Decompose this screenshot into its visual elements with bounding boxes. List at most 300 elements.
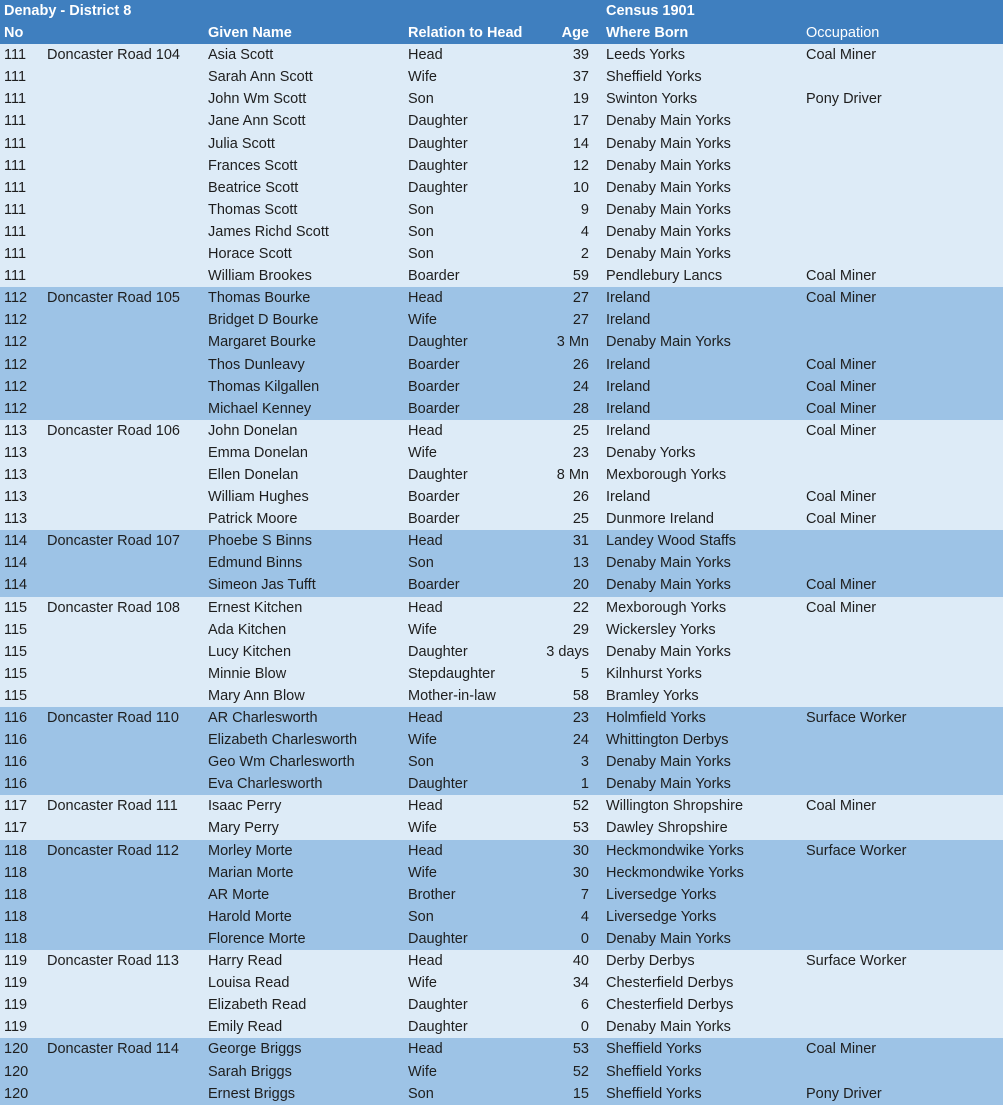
cell-relation: Daughter — [408, 334, 468, 351]
cell-age: 52 — [572, 798, 589, 815]
cell-where-born: Kilnhurst Yorks — [606, 665, 702, 682]
cell-age: 5 — [580, 665, 589, 682]
cell-given-name: John Wm Scott — [208, 91, 307, 108]
cell-where-born: Whittington Derbys — [606, 732, 729, 749]
cell-given-name: Elizabeth Read — [208, 997, 307, 1014]
cell-relation: Head — [408, 422, 443, 439]
cell-given-name: Harry Read — [208, 953, 283, 970]
cell-where-born: Denaby Main Yorks — [606, 577, 731, 594]
district-title: Denaby - District 8 — [4, 3, 132, 19]
cell-given-name: Ada Kitchen — [208, 621, 287, 638]
cell-age: 7 — [580, 886, 589, 903]
cell-age: 34 — [572, 975, 589, 992]
cell-relation: Head — [408, 798, 443, 815]
cell-given-name: James Richd Scott — [208, 223, 329, 240]
cell-age: 59 — [572, 268, 589, 285]
table-row — [0, 133, 1003, 155]
table-row — [0, 464, 1003, 486]
cell-age: 29 — [572, 621, 589, 638]
cell-age: 23 — [572, 710, 589, 726]
cell-age: 3 Mn — [556, 334, 589, 351]
table-row — [0, 221, 1003, 243]
cell-given-name: William Hughes — [208, 489, 309, 506]
cell-occupation: Coal Miner — [806, 400, 877, 417]
cell-no: 116 — [4, 776, 28, 793]
cell-relation: Daughter — [408, 135, 468, 152]
cell-given-name: Ernest Kitchen — [208, 599, 303, 616]
cell-no: 113 — [4, 466, 28, 483]
cell-no: 115 — [4, 665, 28, 682]
table-row — [0, 530, 1003, 552]
cell-relation: Daughter — [408, 776, 468, 793]
table-row — [0, 597, 1003, 619]
cell-given-name: Ellen Donelan — [208, 466, 299, 483]
table-row — [0, 1061, 1003, 1083]
cell-occupation: Coal Miner — [806, 290, 877, 307]
cell-age: 0 — [580, 930, 589, 947]
table-row — [0, 44, 1003, 66]
cell-age: 25 — [572, 422, 589, 439]
cell-age: 30 — [572, 864, 589, 881]
cell-age: 24 — [572, 732, 589, 749]
cell-no: 111 — [4, 69, 27, 86]
cell-no: 116 — [4, 732, 28, 749]
header-no: No — [4, 25, 24, 42]
cell-relation: Wife — [408, 864, 437, 881]
table-row — [0, 729, 1003, 751]
cell-where-born: Denaby Main Yorks — [606, 555, 731, 572]
cell-where-born: Holmfield Yorks — [606, 710, 706, 726]
cell-where-born: Ireland — [606, 400, 651, 417]
cell-relation: Daughter — [408, 113, 468, 130]
header-relation: Relation to Head — [408, 25, 523, 42]
cell-where-born: Sheffield Yorks — [606, 1041, 702, 1058]
cell-occupation: Surface Worker — [806, 710, 907, 726]
cell-given-name: Simeon Jas Tufft — [208, 577, 316, 594]
cell-given-name: Michael Kenney — [208, 400, 312, 417]
cell-address: Doncaster Road 112 — [47, 842, 179, 859]
cell-no: 114 — [4, 533, 28, 550]
cell-relation: Boarder — [408, 577, 460, 594]
cell-where-born: Dawley Shropshire — [606, 820, 728, 837]
table-row — [0, 309, 1003, 331]
cell-given-name: Emma Donelan — [208, 444, 308, 461]
cell-where-born: Chesterfield Derbys — [606, 997, 734, 1014]
table-row — [0, 376, 1003, 398]
cell-given-name: Harold Morte — [208, 908, 292, 925]
cell-relation: Daughter — [408, 157, 468, 174]
cell-given-name: Marian Morte — [208, 864, 294, 881]
cell-given-name: Thomas Kilgallen — [208, 378, 320, 395]
cell-age: 26 — [572, 489, 589, 506]
cell-relation: Son — [408, 91, 434, 108]
cell-no: 114 — [4, 577, 28, 594]
cell-given-name: Isaac Perry — [208, 798, 282, 815]
cell-where-born: Denaby Main Yorks — [606, 754, 731, 771]
cell-age: 3 days — [546, 643, 589, 660]
cell-age: 23 — [572, 444, 589, 461]
table-row — [0, 751, 1003, 773]
cell-no: 120 — [4, 1063, 29, 1080]
cell-given-name: Elizabeth Charlesworth — [208, 732, 358, 749]
cell-where-born: Landey Wood Staffs — [606, 533, 737, 550]
cell-where-born: Denaby Main Yorks — [606, 246, 731, 263]
cell-occupation: Coal Miner — [806, 47, 877, 64]
table-row — [0, 243, 1003, 265]
cell-where-born: Willington Shropshire — [606, 798, 744, 815]
cell-where-born: Denaby Main Yorks — [606, 334, 731, 351]
cell-address: Doncaster Road 113 — [47, 953, 179, 970]
cell-relation: Son — [408, 908, 434, 925]
cell-no: 115 — [4, 643, 28, 660]
cell-where-born: Derby Derbys — [606, 953, 695, 970]
cell-no: 114 — [4, 555, 28, 572]
cell-no: 112 — [4, 378, 28, 395]
cell-occupation: Coal Miner — [806, 422, 877, 439]
cell-no: 118 — [4, 842, 28, 859]
column-header-row — [0, 22, 1003, 44]
header-given-name: Given Name — [208, 25, 292, 42]
header-occupation: Occupation — [806, 25, 880, 42]
cell-age: 26 — [572, 356, 589, 373]
cell-no: 112 — [4, 312, 28, 329]
cell-no: 113 — [4, 511, 28, 528]
cell-given-name: Thos Dunleavy — [208, 356, 305, 373]
cell-where-born: Liversedge Yorks — [606, 908, 717, 925]
cell-no: 112 — [4, 334, 28, 351]
cell-where-born: Swinton Yorks — [606, 91, 698, 108]
cell-relation: Daughter — [408, 643, 468, 660]
cell-where-born: Denaby Main Yorks — [606, 223, 731, 240]
cell-no: 118 — [4, 864, 28, 881]
cell-where-born: Denaby Yorks — [606, 444, 696, 461]
title-row — [0, 0, 1003, 22]
cell-relation: Boarder — [408, 268, 460, 285]
cell-relation: Mother-in-law — [408, 687, 496, 704]
cell-where-born: Ireland — [606, 422, 651, 439]
cell-relation: Wife — [408, 312, 437, 329]
cell-given-name: Edmund Binns — [208, 555, 303, 572]
cell-age: 24 — [572, 378, 589, 395]
cell-relation: Wife — [408, 732, 437, 749]
cell-relation: Wife — [408, 69, 437, 86]
cell-occupation: Coal Miner — [806, 378, 877, 395]
cell-age: 20 — [572, 577, 589, 594]
cell-no: 111 — [4, 179, 27, 196]
cell-given-name: Emily Read — [208, 1019, 283, 1036]
cell-relation: Daughter — [408, 930, 468, 947]
cell-age: 31 — [572, 533, 589, 550]
table-row — [0, 862, 1003, 884]
cell-no: 118 — [4, 886, 28, 903]
table-row — [0, 574, 1003, 596]
cell-where-born: Liversedge Yorks — [606, 886, 717, 903]
cell-no: 111 — [4, 47, 27, 64]
cell-no: 116 — [4, 754, 28, 771]
table-row — [0, 155, 1003, 177]
cell-relation: Boarder — [408, 378, 460, 395]
cell-age: 39 — [572, 47, 589, 64]
cell-occupation: Coal Miner — [806, 798, 877, 815]
cell-age: 27 — [572, 290, 589, 307]
cell-given-name: AR Morte — [208, 886, 270, 903]
cell-no: 120 — [4, 1041, 29, 1058]
table-row — [0, 66, 1003, 88]
cell-relation: Head — [408, 599, 443, 616]
cell-address: Doncaster Road 106 — [47, 422, 180, 439]
cell-given-name: William Brookes — [208, 268, 312, 285]
cell-where-born: Ireland — [606, 290, 651, 307]
table-row — [0, 663, 1003, 685]
table-row — [0, 552, 1003, 574]
cell-relation: Boarder — [408, 489, 460, 506]
cell-no: 112 — [4, 400, 28, 417]
cell-relation: Head — [408, 290, 443, 307]
cell-age: 58 — [572, 687, 589, 704]
cell-age: 22 — [572, 599, 589, 616]
cell-occupation: Coal Miner — [806, 489, 877, 506]
cell-age: 2 — [580, 246, 589, 263]
cell-age: 53 — [572, 1041, 589, 1058]
table-row — [0, 420, 1003, 442]
cell-occupation: Pony Driver — [806, 91, 882, 108]
cell-given-name: Thomas Bourke — [208, 290, 311, 307]
table-row — [0, 508, 1003, 530]
cell-no: 111 — [4, 91, 27, 108]
cell-where-born: Denaby Main Yorks — [606, 179, 731, 196]
cell-relation: Son — [408, 555, 434, 572]
cell-where-born: Denaby Main Yorks — [606, 113, 731, 130]
cell-given-name: Asia Scott — [208, 47, 274, 64]
cell-no: 118 — [4, 930, 28, 947]
cell-no: 113 — [4, 422, 28, 439]
cell-where-born: Mexborough Yorks — [606, 599, 727, 616]
table-row — [0, 486, 1003, 508]
cell-given-name: AR Charlesworth — [208, 710, 318, 726]
table-row — [0, 817, 1003, 839]
cell-occupation: Coal Miner — [806, 599, 877, 616]
cell-relation: Head — [408, 533, 443, 550]
cell-occupation: Coal Miner — [806, 268, 877, 285]
header-where-born: Where Born — [606, 25, 689, 42]
table-row — [0, 884, 1003, 906]
cell-address: Doncaster Road 105 — [47, 290, 180, 307]
cell-relation: Head — [408, 1041, 443, 1058]
table-row — [0, 840, 1003, 862]
cell-age: 14 — [572, 135, 589, 152]
cell-no: 119 — [4, 997, 28, 1014]
cell-age: 0 — [580, 1019, 589, 1036]
table-row — [0, 707, 1003, 729]
cell-no: 117 — [4, 820, 28, 837]
cell-given-name: Julia Scott — [208, 135, 275, 152]
cell-no: 113 — [4, 489, 28, 506]
cell-age: 19 — [572, 91, 589, 108]
cell-occupation: Coal Miner — [806, 577, 877, 594]
cell-no: 120 — [4, 1085, 29, 1102]
cell-age: 12 — [572, 157, 589, 174]
cell-relation: Wife — [408, 975, 437, 992]
cell-relation: Daughter — [408, 1019, 468, 1036]
cell-given-name: Jane Ann Scott — [208, 113, 306, 130]
cell-given-name: Lucy Kitchen — [208, 643, 292, 660]
cell-where-born: Dunmore Ireland — [606, 511, 714, 528]
cell-given-name: Ernest Briggs — [208, 1085, 296, 1102]
cell-where-born: Bramley Yorks — [606, 687, 699, 704]
cell-relation: Wife — [408, 621, 437, 638]
cell-given-name: Eva Charlesworth — [208, 776, 323, 793]
cell-given-name: Florence Morte — [208, 930, 306, 947]
cell-where-born: Ireland — [606, 378, 651, 395]
cell-where-born: Leeds Yorks — [606, 47, 686, 64]
cell-given-name: Louisa Read — [208, 975, 290, 992]
cell-where-born: Denaby Main Yorks — [606, 201, 731, 218]
cell-no: 111 — [4, 223, 27, 240]
table-row — [0, 398, 1003, 420]
table-row — [0, 331, 1003, 353]
table-row — [0, 1083, 1003, 1105]
cell-age: 17 — [572, 113, 589, 130]
cell-where-born: Ireland — [606, 489, 651, 506]
cell-age: 28 — [572, 400, 589, 417]
table-row — [0, 685, 1003, 707]
cell-given-name: Phoebe S Binns — [208, 533, 312, 550]
cell-relation: Son — [408, 754, 434, 771]
table-row — [0, 287, 1003, 309]
cell-no: 119 — [4, 953, 28, 970]
cell-where-born: Denaby Main Yorks — [606, 135, 731, 152]
cell-relation: Head — [408, 953, 443, 970]
cell-no: 115 — [4, 599, 28, 616]
cell-relation: Stepdaughter — [408, 665, 496, 682]
cell-occupation: Coal Miner — [806, 356, 877, 373]
cell-age: 10 — [572, 179, 589, 196]
table-row — [0, 110, 1003, 132]
cell-no: 111 — [4, 157, 27, 174]
cell-age: 3 — [580, 754, 589, 771]
cell-relation: Brother — [408, 886, 456, 903]
cell-given-name: Frances Scott — [208, 157, 298, 174]
cell-where-born: Heckmondwike Yorks — [606, 864, 744, 881]
cell-age: 30 — [572, 842, 589, 859]
cell-given-name: Morley Morte — [208, 842, 293, 859]
cell-address: Doncaster Road 110 — [47, 710, 179, 726]
cell-relation: Boarder — [408, 511, 460, 528]
cell-relation: Son — [408, 246, 434, 263]
cell-age: 37 — [572, 69, 589, 86]
cell-given-name: Sarah Briggs — [208, 1063, 292, 1080]
cell-relation: Head — [408, 47, 443, 64]
cell-relation: Boarder — [408, 356, 460, 373]
cell-no: 111 — [4, 135, 27, 152]
cell-where-born: Denaby Main Yorks — [606, 643, 731, 660]
cell-address: Doncaster Road 108 — [47, 599, 180, 616]
cell-age: 1 — [580, 776, 589, 793]
cell-relation: Head — [408, 842, 443, 859]
table-row — [0, 199, 1003, 221]
census-rows — [0, 44, 1003, 1105]
cell-relation: Son — [408, 201, 434, 218]
cell-occupation: Coal Miner — [806, 1041, 877, 1058]
cell-where-born: Denaby Main Yorks — [606, 157, 731, 174]
cell-where-born: Sheffield Yorks — [606, 69, 702, 86]
cell-age: 13 — [572, 555, 589, 572]
cell-no: 111 — [4, 201, 27, 218]
cell-age: 9 — [580, 201, 589, 218]
cell-relation: Daughter — [408, 997, 468, 1014]
cell-no: 112 — [4, 356, 28, 373]
cell-where-born: Denaby Main Yorks — [606, 930, 731, 947]
cell-given-name: Mary Ann Blow — [208, 687, 305, 704]
cell-given-name: Margaret Bourke — [208, 334, 316, 351]
cell-address: Doncaster Road 111 — [47, 798, 178, 815]
header-age: Age — [561, 25, 589, 42]
cell-relation: Head — [408, 710, 443, 726]
cell-relation: Wife — [408, 444, 437, 461]
table-row — [0, 641, 1003, 663]
table-row — [0, 950, 1003, 972]
cell-no: 115 — [4, 621, 28, 638]
cell-given-name: Minnie Blow — [208, 665, 287, 682]
cell-no: 113 — [4, 444, 28, 461]
cell-age: 27 — [572, 312, 589, 329]
cell-occupation: Pony Driver — [806, 1085, 882, 1102]
cell-age: 4 — [580, 908, 589, 925]
cell-relation: Boarder — [408, 400, 460, 417]
cell-address: Doncaster Road 104 — [47, 47, 180, 64]
cell-no: 118 — [4, 908, 28, 925]
cell-no: 111 — [4, 113, 27, 130]
table-row — [0, 1038, 1003, 1060]
table-row — [0, 795, 1003, 817]
cell-given-name: Sarah Ann Scott — [208, 69, 313, 86]
cell-where-born: Sheffield Yorks — [606, 1063, 702, 1080]
table-row — [0, 265, 1003, 287]
cell-age: 6 — [580, 997, 589, 1014]
table-row — [0, 994, 1003, 1016]
cell-no: 116 — [4, 710, 28, 726]
cell-relation: Son — [408, 1085, 434, 1102]
cell-where-born: Chesterfield Derbys — [606, 975, 734, 992]
table-row — [0, 928, 1003, 950]
cell-given-name: George Briggs — [208, 1041, 302, 1058]
table-row — [0, 906, 1003, 928]
cell-no: 112 — [4, 290, 28, 307]
cell-given-name: John Donelan — [208, 422, 298, 439]
cell-relation: Daughter — [408, 466, 468, 483]
cell-relation: Daughter — [408, 179, 468, 196]
cell-where-born: Sheffield Yorks — [606, 1085, 702, 1102]
cell-occupation: Surface Worker — [806, 953, 907, 970]
cell-no: 111 — [4, 246, 27, 263]
cell-age: 52 — [572, 1063, 589, 1080]
table-row — [0, 773, 1003, 795]
cell-occupation: Coal Miner — [806, 511, 877, 528]
cell-where-born: Mexborough Yorks — [606, 466, 727, 483]
cell-where-born: Heckmondwike Yorks — [606, 842, 744, 859]
cell-relation: Wife — [408, 820, 437, 837]
table-row — [0, 619, 1003, 641]
table-row — [0, 1016, 1003, 1038]
table-row — [0, 177, 1003, 199]
cell-given-name: Mary Perry — [208, 820, 279, 837]
cell-age: 53 — [572, 820, 589, 837]
table-row — [0, 88, 1003, 110]
table-row — [0, 354, 1003, 376]
cell-given-name: Beatrice Scott — [208, 179, 299, 196]
cell-where-born: Pendlebury Lancs — [606, 268, 723, 285]
cell-address: Doncaster Road 107 — [47, 533, 180, 550]
